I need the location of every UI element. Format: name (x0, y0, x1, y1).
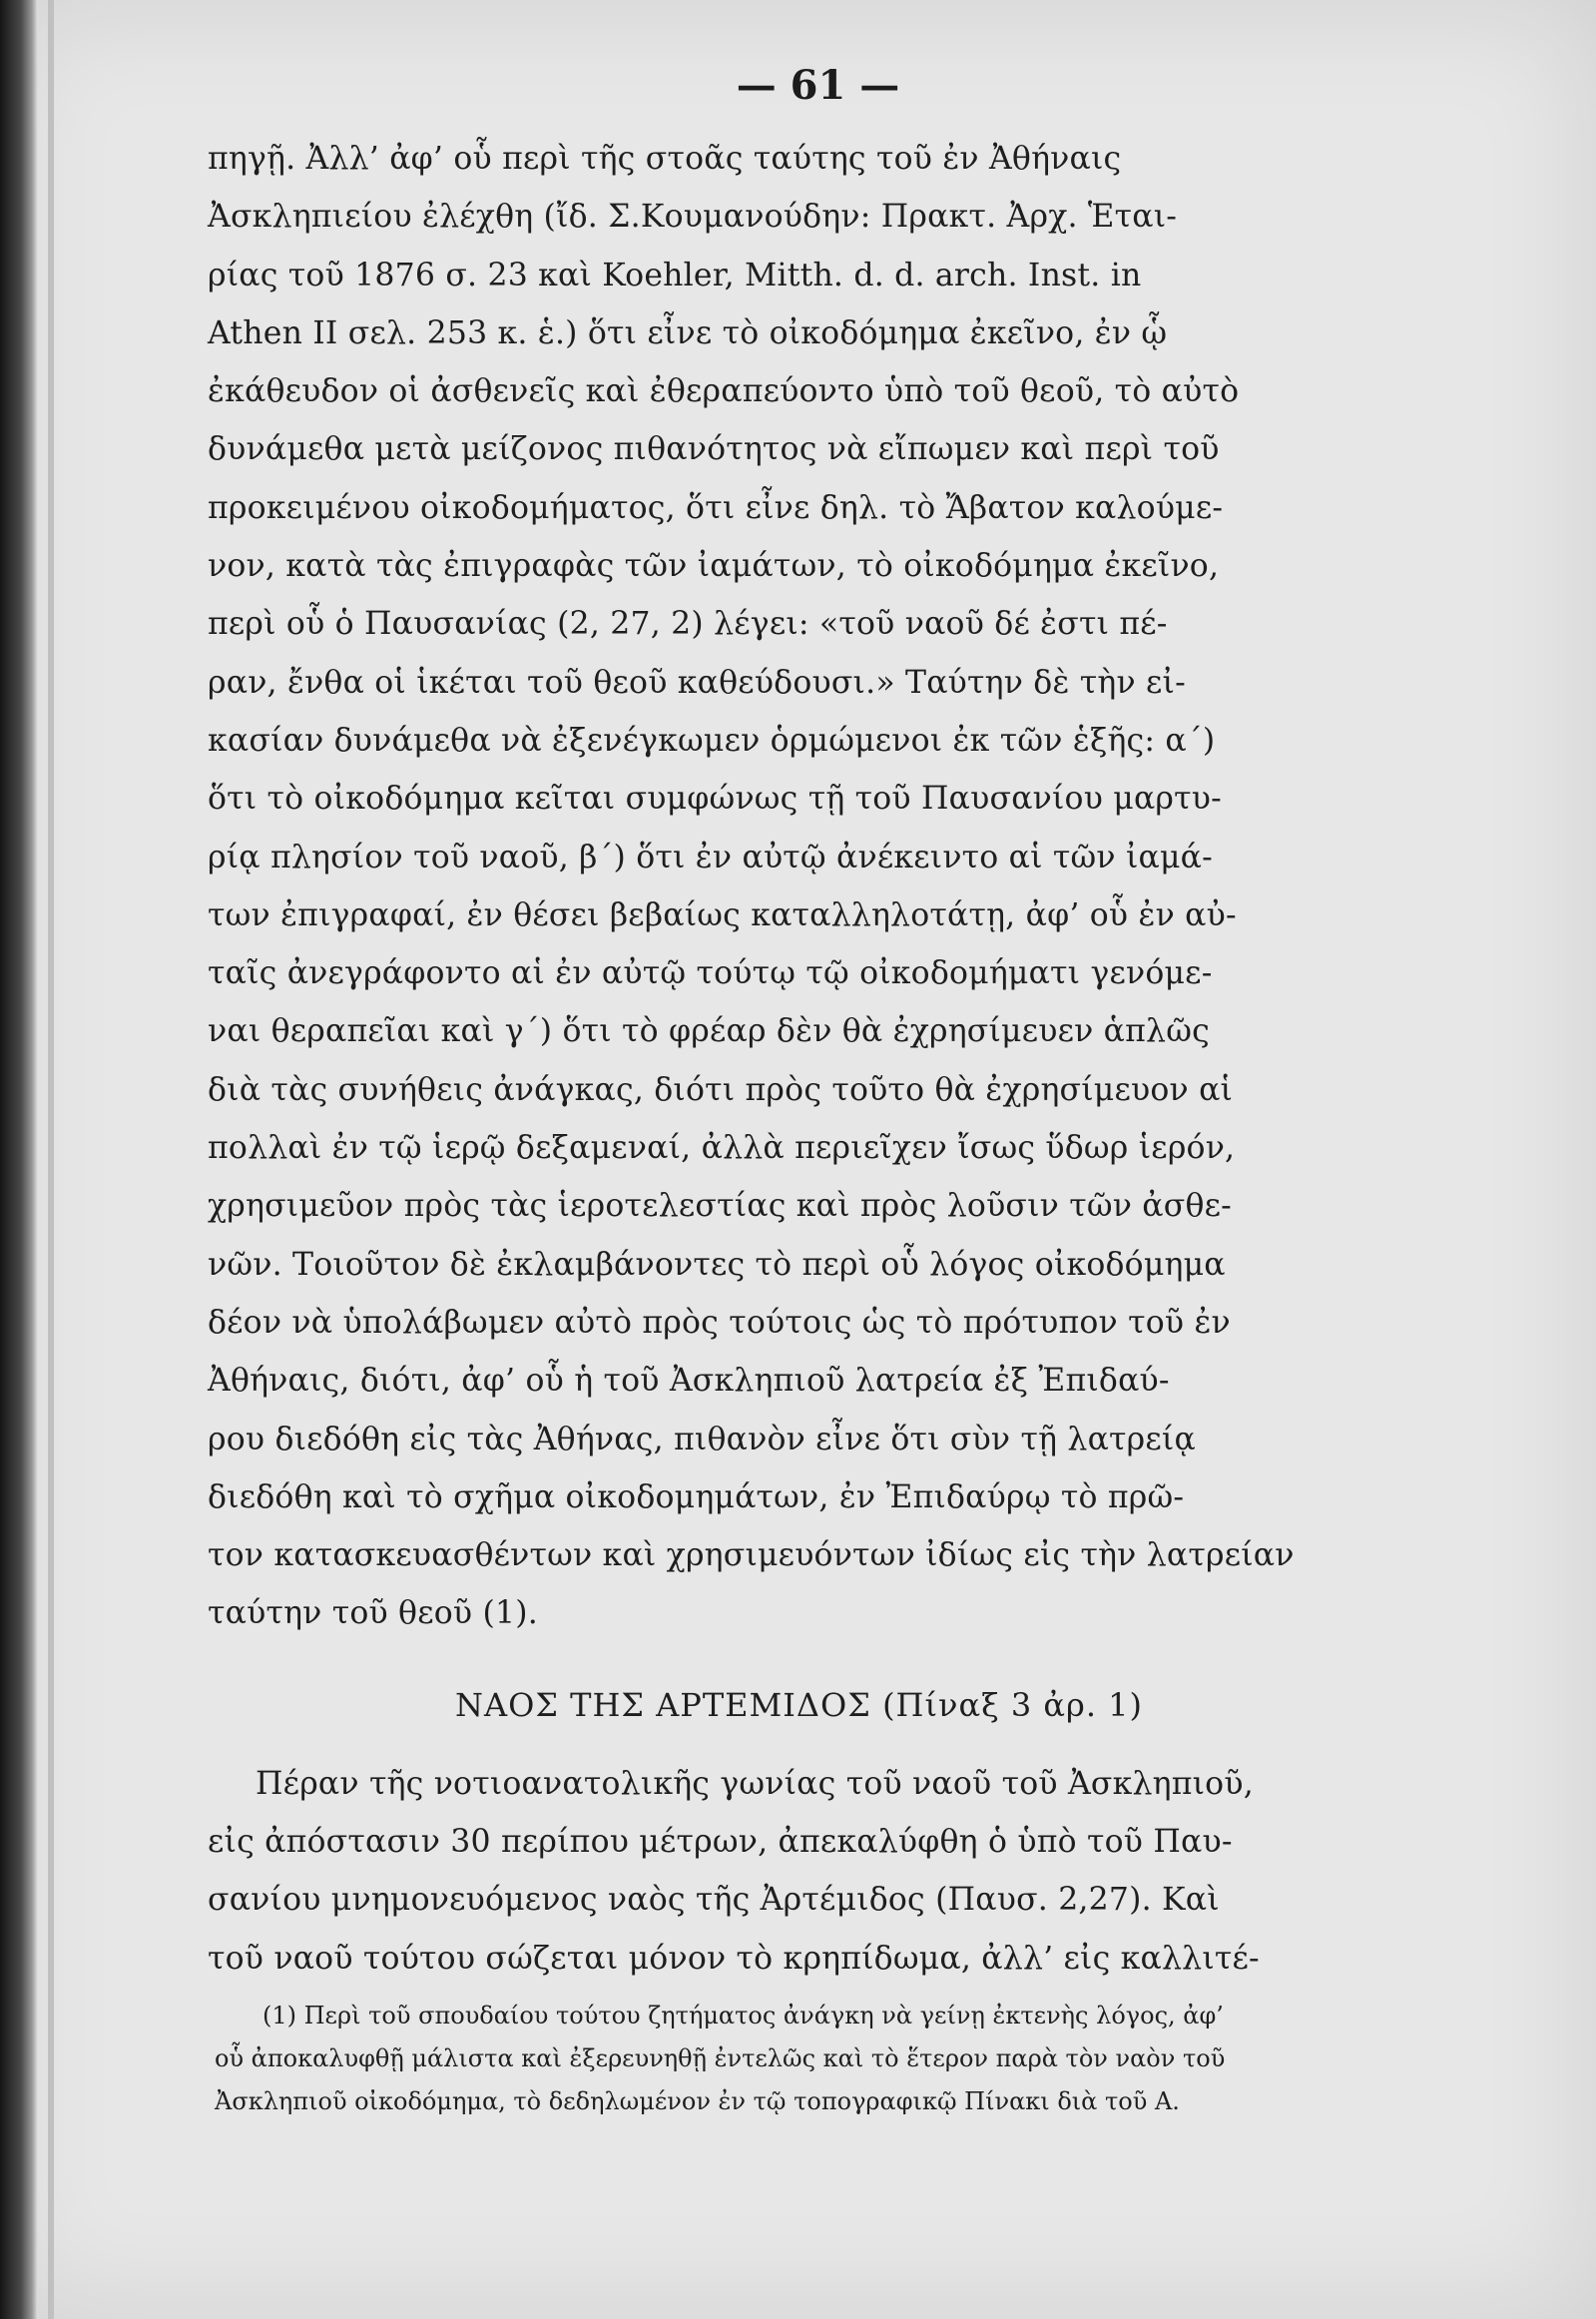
text-line: ὅτι τὸ οἰκοδόμημα κεῖται συμφώνως τῇ τοῦ Παυσανίου μαρτυ- (208, 781, 1222, 818)
section-heading: ΝΑΟΣ ΤΗΣ ΑΡΤΕΜΙΔΟΣ (Πίναξ 3 ἀρ. 1) (454, 1685, 1143, 1724)
text-line: ἐκάθευδον οἱ ἀσθενεῖς καὶ ἐθεραπεύοντο ὑπὸ τοῦ θεοῦ, τὸ αὐτὸ (208, 373, 1240, 410)
text-line: ραν, ἔνθα οἱ ἱκέται τοῦ θεοῦ καθεύδουσι.» Ταύτην δὲ τὴν εἰ- (208, 664, 1186, 701)
binding-gutter (0, 0, 38, 2319)
main-text (208, 130, 1350, 1988)
text-line: πηγῇ. Ἀλλ’ ἀφ’ οὗ περὶ τῆς στοᾶς ταύτης τοῦ ἐν Ἀθήναις (208, 141, 1122, 177)
text-line: Ἀθήναις, διότι, ἀφ’ οὗ ἡ τοῦ Ἀσκληπιοῦ λατρεία ἐξ Ἐπιδαύ- (208, 1363, 1170, 1400)
text-line: σανίου μνημονευόμενος ναὸς τῆς Ἀρτέμιδος (Παυσ. 2,27). Καὶ (208, 1882, 1220, 1919)
text-line: προκειμένου οἰκοδομήματος, ὅτι εἶνε δηλ. τὸ Ἄβατον καλούμε- (208, 489, 1224, 526)
footnote-line: οὗ ἀποκαλυφθῇ μάλιστα καὶ ἐξερευνηθῇ ἐντελῶς καὶ τὸ ἕτερον παρὰ τὸν ναὸν τοῦ (215, 2044, 1226, 2072)
footnote-line: (1) Περὶ τοῦ σπουδαίου τούτου ζητήματος ἀνάγκη νὰ γείνῃ ἐκτενὴς λόγος, ἀφ’ (263, 2002, 1224, 2029)
text-line: τοῦ ναοῦ τούτου σώζεται μόνον τὸ κρηπίδωμα, ἀλλ’ εἰς καλλιτέ- (208, 1940, 1260, 1977)
text-line: πολλαὶ ἐν τῷ ἱερῷ δεξαμεναί, ἀλλὰ περιεῖχεν ἴσως ὕδωρ ἱερόν, (208, 1130, 1236, 1167)
text-line: ρίας τοῦ 1876 σ. 23 καὶ Koehler, Mitth. d. d. arch. Inst. in (208, 257, 1142, 293)
text-line: ταύτην τοῦ θεοῦ (1). (208, 1595, 538, 1632)
footnotes (215, 1995, 1352, 2123)
text-line: ρου διεδόθη εἰς τὰς Ἀθήνας, πιθανὸν εἶνε ὅτι σὺν τῇ λατρείᾳ (208, 1421, 1196, 1457)
text-line: ρίᾳ πλησίον τοῦ ναοῦ, β΄) ὅτι ἐν αὐτῷ ἀνέκειντο αἱ τῶν ἰαμά- (208, 839, 1213, 875)
text-line: δυνάμεθα μετὰ μείζονος πιθανότητος νὰ εἴπωμεν καὶ περὶ τοῦ (208, 431, 1220, 468)
page-number: — 61 — (736, 62, 900, 109)
text-line: κασίαν δυνάμεθα νὰ ἐξενέγκωμεν ὁρμώμενοι ἐκ τῶν ἑξῆς: α΄) (208, 722, 1216, 759)
text-line: νῶν. Τοιοῦτον δὲ ἐκλαμβάνοντες τὸ περὶ οὗ λόγος οἰκοδόμημα (208, 1246, 1226, 1283)
text-line: νον, κατὰ τὰς ἐπιγραφὰς τῶν ἰαμάτων, τὸ οἰκοδόμημα ἐκεῖνο, (208, 548, 1220, 585)
text-line: δέον νὰ ὑπολάβωμεν αὐτὸ πρὸς τούτοις ὡς τὸ πρότυπον τοῦ ἐν (208, 1304, 1231, 1341)
text-line: ναι θεραπεῖαι καὶ γ΄) ὅτι τὸ φρέαρ δὲν θὰ ἐχρησίμευεν ἁπλῶς (208, 1013, 1210, 1050)
text-line: διεδόθη καὶ τὸ σχῆμα οἰκοδομημάτων, ἐν Ἐπιδαύρῳ τὸ πρῶ- (208, 1478, 1185, 1515)
text-line: διὰ τὰς συνήθεις ἀνάγκας, διότι πρὸς τοῦτο θὰ ἐχρησίμευον αἱ (208, 1071, 1234, 1108)
text-line: χρησιμεῦον πρὸς τὰς ἱεροτελεστίας καὶ πρὸς λοῦσιν τῶν ἀσθε- (208, 1188, 1233, 1225)
text-line: Πέραν τῆς νοτιοανατολικῆς γωνίας τοῦ ναοῦ τοῦ Ἀσκληπιοῦ, (256, 1765, 1254, 1802)
text-line: περὶ οὗ ὁ Παυσανίας (2, 27, 2) λέγει: «τοῦ ναοῦ δέ ἐστι πέ- (208, 606, 1168, 643)
text-line: Athen II σελ. 253 κ. ἑ.) ὅτι εἶνε τὸ οἰκοδόμημα ἐκεῖνο, ἐν ᾧ (208, 314, 1168, 351)
text-line: εἰς ἀπόστασιν 30 περίπου μέτρων, ἀπεκαλύφθη ὁ ὑπὸ τοῦ Παυ- (208, 1824, 1233, 1861)
text-line: των ἐπιγραφαί, ἐν θέσει βεβαίως καταλληλοτάτῃ, ἀφ’ οὗ ἐν αὐ- (208, 896, 1237, 933)
text-line: τον κατασκευασθέντων καὶ χρησιμευόντων ἰδίως εἰς τὴν λατρείαν (208, 1537, 1295, 1574)
footnote-line: Ἀσκληπιοῦ οἰκοδόμημα, τὸ δεδηλωμένον ἐν τῷ τοπογραφικῷ Πίνακι διὰ τοῦ Α. (215, 2087, 1180, 2115)
binding-edge (48, 0, 54, 2319)
text-line: ταῖς ἀνεγράφοντο αἱ ἐν αὐτῷ τούτῳ τῷ οἰκοδομήματι γενόμε- (208, 955, 1213, 992)
text-line: Ἀσκληπιείου ἐλέχθη (ἴδ. Σ.Κουμανούδην: Πρακτ. Ἀρχ. Ἑται- (208, 199, 1178, 236)
